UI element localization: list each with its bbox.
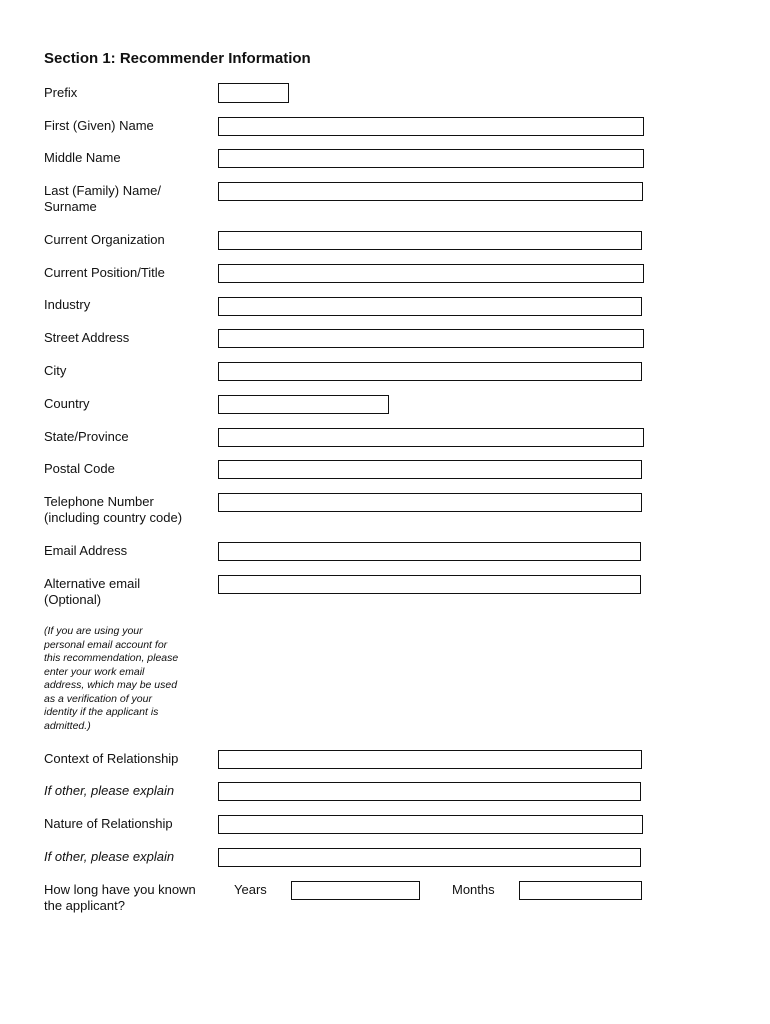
alt-email-label-line2: (Optional)	[44, 592, 102, 607]
organization-label: Current Organization	[44, 232, 165, 247]
last-name-input[interactable]	[218, 182, 643, 201]
email-note-line: enter your work email	[44, 665, 145, 678]
telephone-label	[44, 494, 212, 526]
email-label: Email Address	[44, 543, 128, 558]
middle-name-label: Middle Name	[44, 150, 121, 165]
first-name-input[interactable]	[218, 117, 644, 136]
email-note-line: (If you are using your	[44, 625, 143, 637]
months-input[interactable]	[519, 881, 642, 900]
alt-email-label-line1: Alternative email	[44, 576, 141, 591]
section-title: Section 1: Recommender Information	[44, 50, 311, 67]
alt-email-input[interactable]	[218, 575, 641, 594]
prefix-label: Prefix	[44, 85, 78, 100]
context-input[interactable]	[218, 750, 642, 769]
email-note-line: address, which may be used	[44, 679, 178, 691]
nature-input[interactable]	[218, 815, 643, 834]
industry-input[interactable]	[218, 297, 642, 316]
last-name-label-line2: Surname	[44, 199, 97, 214]
telephone-label-line1: Telephone Number	[44, 494, 154, 509]
city-label: City	[44, 363, 67, 378]
last-name-label-line1: Last (Family) Name/	[44, 183, 162, 198]
years-label: Years	[234, 882, 267, 897]
postal-code-label: Postal Code	[44, 461, 115, 476]
last-name-label	[44, 183, 212, 215]
email-note-line: admitted.)	[44, 719, 91, 732]
organization-input[interactable]	[218, 231, 642, 250]
nature-other-input[interactable]	[218, 848, 641, 867]
duration-label	[44, 882, 219, 914]
postal-code-input[interactable]	[218, 460, 642, 479]
email-note	[44, 625, 194, 733]
email-note-line: identity if the applicant is	[44, 706, 159, 718]
context-other-label: If other, please explain	[44, 783, 175, 798]
street-input[interactable]	[218, 329, 644, 348]
context-other-input[interactable]	[218, 782, 641, 801]
telephone-input[interactable]	[218, 493, 642, 512]
telephone-label-line2: (including country code)	[44, 510, 183, 525]
email-input[interactable]	[218, 542, 641, 561]
email-note-line: personal email account for	[44, 638, 168, 651]
prefix-input[interactable]	[218, 83, 289, 103]
duration-label-line2: the applicant?	[44, 898, 125, 913]
duration-label-line1: How long have you known	[44, 882, 196, 897]
position-label: Current Position/Title	[44, 265, 165, 280]
first-name-label: First (Given) Name	[44, 118, 154, 133]
city-input[interactable]	[218, 362, 642, 381]
industry-label: Industry	[44, 297, 91, 312]
country-input[interactable]	[218, 395, 389, 414]
alt-email-label	[44, 576, 212, 608]
state-input[interactable]	[218, 428, 644, 447]
middle-name-input[interactable]	[218, 149, 644, 168]
months-label: Months	[452, 882, 495, 897]
nature-label: Nature of Relationship	[44, 816, 173, 831]
email-note-line: this recommendation, please	[44, 652, 179, 664]
context-label: Context of Relationship	[44, 751, 179, 766]
nature-other-label: If other, please explain	[44, 849, 175, 864]
country-label: Country	[44, 396, 90, 411]
years-input[interactable]	[291, 881, 420, 900]
email-note-line: as a verification of your	[44, 692, 152, 705]
street-label: Street Address	[44, 330, 130, 345]
position-input[interactable]	[218, 264, 644, 283]
state-label: State/Province	[44, 429, 129, 444]
